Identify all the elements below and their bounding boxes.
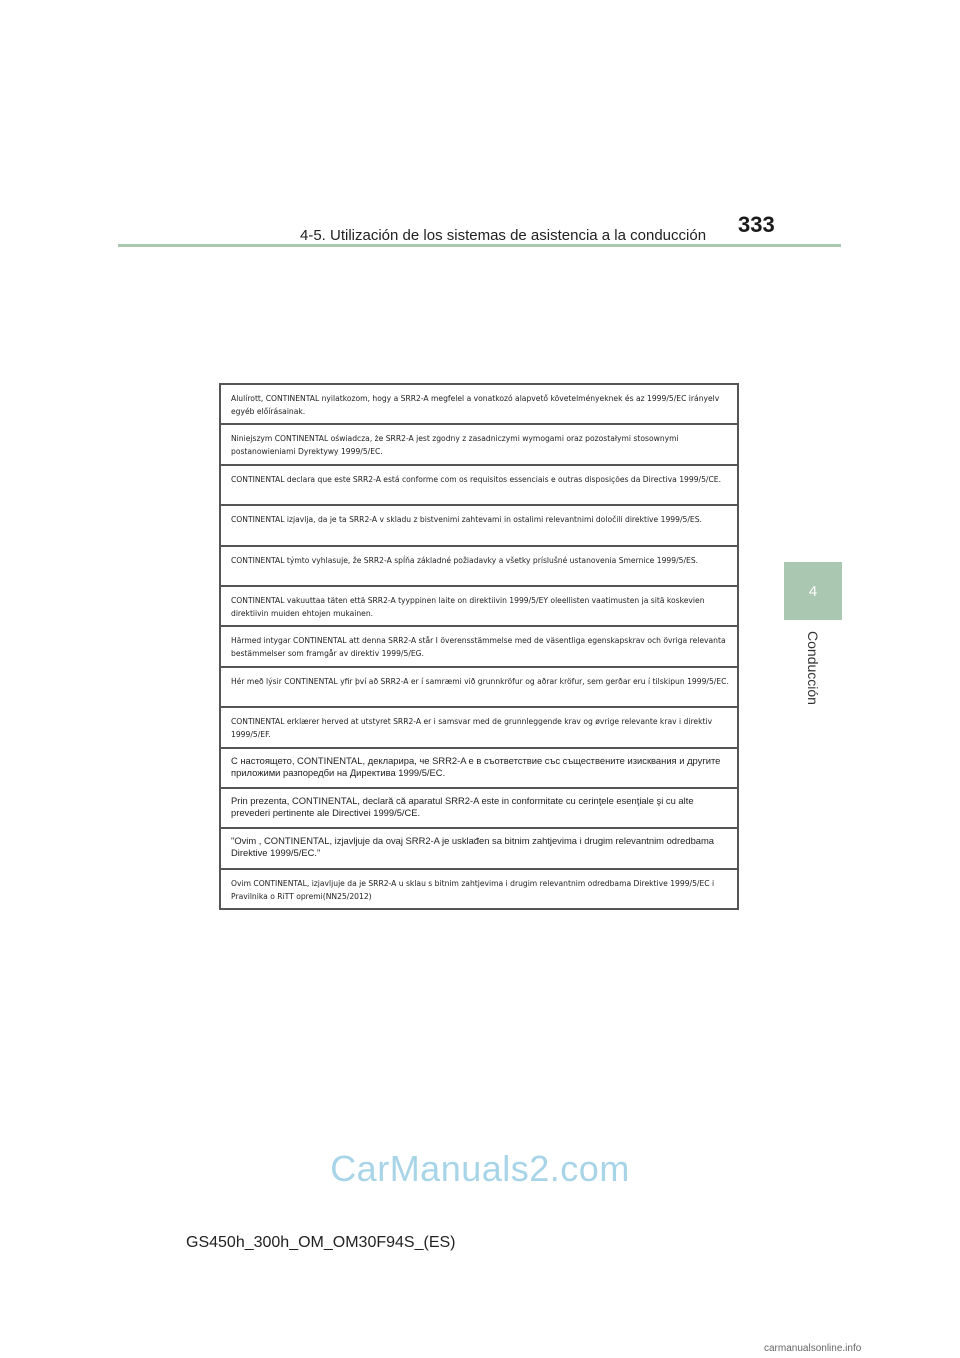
chapter-tab [784, 562, 842, 620]
declaration-romanian: Prin prezenta, CONTINENTAL, declară că aparatul SRR2-A este in conformitate cu cerinţele esenţiale şi cu alte prevederi pertinente ale Directivei 1999/5/CE. [221, 789, 737, 829]
section-title: 4-5. Utilización de los sistemas de asistencia a la conducción [300, 227, 707, 244]
declaration-bosnian: "Ovim , CONTINENTAL, izjavljuje da ovaj SRR2-A je usklađen sa bitnim zahtjevima i drugim relevantnim odredbama Direktive 1999/5/EC." [221, 829, 737, 869]
declaration-swedish: Härmed intygar CONTINENTAL att denna SRR2-A står I överensstämmelse med de väsentliga egenskapskrav och övriga relevanta bestämmelser som framgår av direktiv 1999/5/EG. [221, 627, 737, 667]
header-divider [118, 244, 841, 247]
declaration-croatian: Ovim CONTINENTAL, izjavljuje da je SRR2-A u sklau s bitnim zahtjevima i drugim relevantnim odredbama Direktive 1999/5/EC i Pravilnika o RiTT opremi(NN25/2012) [231, 878, 715, 901]
site-url: carmanualsonline.info [764, 1343, 862, 1354]
document-code: GS450h_300h_OM_OM30F94S_(ES) [186, 1234, 456, 1251]
declaration-slovenian: CONTINENTAL izjavlja, da je ta SRR2-A v skladu z bistvenimi zahtevami in ostalimi relevantnimi določili direktive 1999/5/ES. [221, 506, 737, 546]
declaration-polish: Niniejszym CONTINENTAL oświadcza, że SRR2-A jest zgodny z zasadniczymi wymogami oraz pozostałymi stosownymi postanowieniami Dyrektywy 1999/5/EC. [221, 425, 737, 465]
page-number: 333 [738, 212, 775, 237]
declaration-portuguese: CONTINENTAL declara que este SRR2-A está conforme com os requisitos essenciais e outras disposições da Directiva 1999/5/CE. [221, 466, 737, 506]
chapter-label: Conducción [805, 631, 821, 705]
declaration-hungarian: Alulírott, CONTINENTAL nyilatkozom, hogy a SRR2-A megfelel a vonatkozó alapvető követelményeknek és az 1999/5/EC irányelv egyéb előírásainak. [221, 385, 737, 425]
declaration-bulgarian: С настоящето, CONTINENTAL, декларира, че SRR2-A е в съответствие със съществените изисквания и другите приложими разпоредби на Директива 1999/5/EC. [221, 749, 737, 789]
declaration-icelandic: Hér með lýsir CONTINENTAL yfir því að SRR2-A er í samræmi við grunnkröfur og aðrar kröfur, sem gerðar eru í tilskipun 1999/5/EC. [221, 668, 737, 708]
watermark-logo: CarManuals2.com [330, 1148, 630, 1189]
chapter-number: 4 [808, 582, 818, 600]
declaration-slovak: CONTINENTAL týmto vyhlasuje, že SRR2-A spĺňa základné požiadavky a všetky príslušné ustanovenia Smernice 1999/5/ES. [221, 547, 737, 587]
declaration-finnish: CONTINENTAL vakuuttaa täten että SRR2-A tyyppinen laite on direktiivin 1999/5/EY oleellisten vaatimusten ja sitä koskevien direktiivin muiden ehtojen mukainen. [221, 587, 737, 627]
declaration-table [219, 383, 739, 910]
declaration-norwegian: CONTINENTAL erklærer herved at utstyret SRR2-A er i samsvar med de grunnleggende krav og øvrige relevante krav i direktiv 1999/5/EF. [221, 708, 737, 748]
